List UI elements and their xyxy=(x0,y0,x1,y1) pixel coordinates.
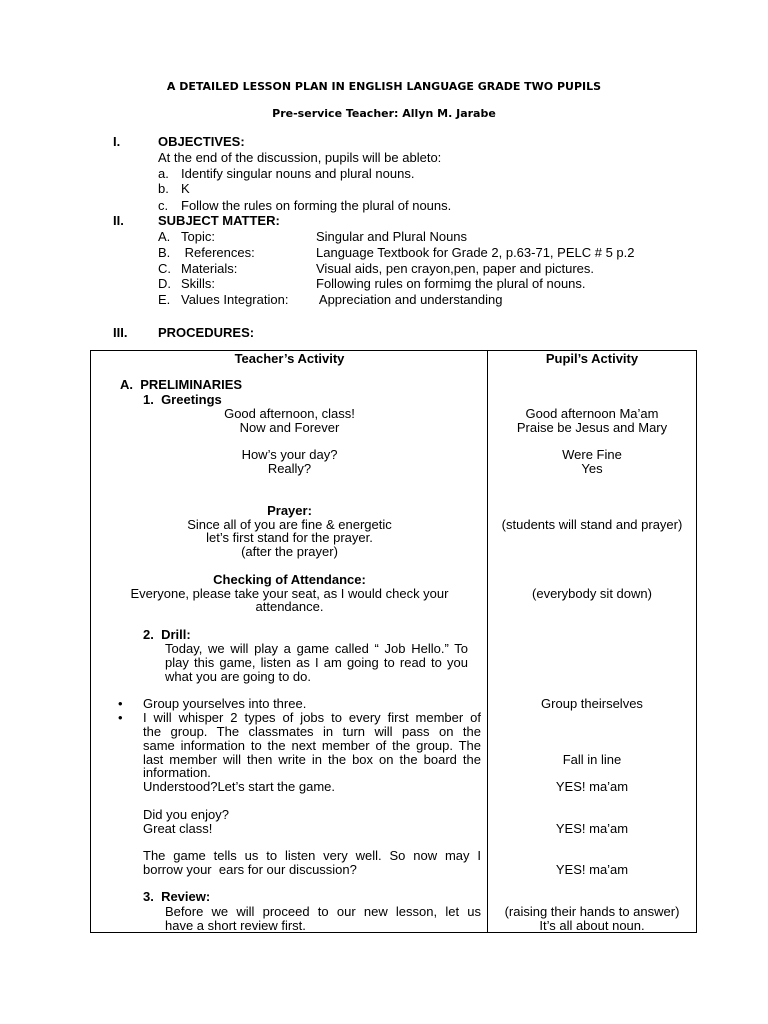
subject-value: Following rules on formimg the plural of nouns. xyxy=(316,276,586,291)
teacher-prayer: let’s first stand for the prayer. xyxy=(206,530,373,545)
teacher-attendance: Everyone, please take your seat, as I would check your xyxy=(130,586,449,601)
subject-value: Appreciation and understanding xyxy=(316,292,503,307)
attendance-heading: Checking of Attendance: xyxy=(213,572,366,587)
drill-instruction: last member will then write in the box on the board the xyxy=(143,752,481,767)
teacher-transition: The game tells us to listen very well. So now may I xyxy=(143,848,481,863)
drill-instruction: information. xyxy=(143,765,211,780)
subject-label: Values Integration: xyxy=(181,292,289,307)
objective-letter: c. xyxy=(158,198,169,213)
teacher-drill-text: Today, we will play a game called “ Job Hello.” To xyxy=(165,641,468,656)
teacher-prayer: (after the prayer) xyxy=(241,544,338,559)
pupil-yes: YES! ma’am xyxy=(555,779,629,794)
section-numeral-procedures: III. xyxy=(113,325,128,340)
subject-label: References: xyxy=(181,245,255,260)
pupil-fall-in-line: Fall in line xyxy=(562,752,622,767)
section-numeral-objectives: I. xyxy=(113,134,121,149)
teacher-review: have a short review first. xyxy=(165,918,306,933)
objective-letter: b. xyxy=(158,181,169,196)
drill-instruction: Group yourselves into three. xyxy=(143,696,307,711)
teacher-question: Really? xyxy=(267,461,312,476)
subject-letter: B. xyxy=(158,245,171,260)
objective-text: Follow the rules on forming the plural of nouns. xyxy=(181,198,452,213)
objectives-intro: At the end of the discussion, pupils will be ableto: xyxy=(158,150,442,165)
teacher-attendance: attendance. xyxy=(255,599,324,614)
objective-text: Identify singular nouns and plural nouns. xyxy=(181,166,415,181)
section-numeral-subject: II. xyxy=(113,213,124,228)
subject-letter: E. xyxy=(158,292,171,307)
teacher-review: Before we will proceed to our new lesson, let us xyxy=(165,904,481,919)
subject-letter: A. xyxy=(158,229,171,244)
pupil-greeting: Praise be Jesus and Mary xyxy=(516,420,668,435)
review-heading: 3. Review: xyxy=(143,889,211,904)
objectives-heading: OBJECTIVES: xyxy=(158,134,245,149)
teacher-greeting: Good afternoon, class! xyxy=(224,406,355,421)
teacher-question: How’s your day? xyxy=(241,447,338,462)
teacher-understood: Understood?Let’s start the game. xyxy=(143,779,335,794)
subject-label: Materials: xyxy=(181,261,238,276)
pupil-group: Group theirselves xyxy=(541,696,643,711)
teacher-prayer: Since all of you are fine & energetic xyxy=(187,517,392,532)
pupil-review: It’s all about noun. xyxy=(539,918,645,933)
teacher-activity-header: Teacher’s Activity xyxy=(234,351,345,366)
pupil-review: (raising their hands to answer) xyxy=(504,904,680,919)
teacher-name: Pre-service Teacher: Allyn M. Jarabe xyxy=(272,107,496,120)
pupil-response: Yes xyxy=(581,461,603,476)
subject-value: Singular and Plural Nouns xyxy=(316,229,468,244)
subject-letter: D. xyxy=(158,276,171,291)
objective-text: K xyxy=(181,181,190,196)
teacher-enjoy: Did you enjoy? xyxy=(143,807,229,822)
subject-value: Visual aids, pen crayon,pen, paper and pictures. xyxy=(316,261,594,276)
pupil-attendance: (everybody sit down) xyxy=(532,586,652,601)
drill-instruction: the group. The classmates in turn will pass on the xyxy=(143,724,481,739)
preliminaries-heading: A. PRELIMINARIES xyxy=(120,377,243,392)
teacher-enjoy: Great class! xyxy=(143,821,213,836)
drill-heading: 2. Drill: xyxy=(143,627,191,642)
prayer-heading: Prayer: xyxy=(267,503,312,518)
pupil-response: Were Fine xyxy=(562,447,622,462)
teacher-transition: borrow your ears for our discussion? xyxy=(143,862,357,877)
pupil-yes: YES! ma’am xyxy=(555,821,629,836)
bullet-icon: • xyxy=(118,696,123,711)
subject-label: Skills: xyxy=(181,276,215,291)
teacher-drill-text: what you are going to do. xyxy=(165,669,311,684)
subject-letter: C. xyxy=(158,261,171,276)
teacher-drill-text: play this game, listen as I am going to read to you xyxy=(165,655,468,670)
objective-letter: a. xyxy=(158,166,169,181)
drill-instruction: same information to the next member of the group. The xyxy=(143,738,481,753)
bullet-icon: • xyxy=(118,710,123,725)
pupil-yes: YES! ma’am xyxy=(555,862,629,877)
subject-matter-heading: SUBJECT MATTER: xyxy=(158,213,280,228)
subject-label: Topic: xyxy=(181,229,215,244)
pupil-greeting: Good afternoon Ma’am xyxy=(525,406,659,421)
subject-value: Language Textbook for Grade 2, p.63-71, PELC # 5 p.2 xyxy=(316,245,635,260)
table-column-divider xyxy=(487,350,488,933)
pupil-activity-header: Pupil’s Activity xyxy=(545,351,639,366)
procedures-heading: PROCEDURES: xyxy=(158,325,255,340)
document-title: A DETAILED LESSON PLAN IN ENGLISH LANGUAGE GRADE TWO PUPILS xyxy=(166,80,602,93)
teacher-greeting: Now and Forever xyxy=(239,420,340,435)
drill-instruction: I will whisper 2 types of jobs to every first member of xyxy=(143,710,481,725)
pupil-prayer: (students will stand and prayer) xyxy=(501,517,683,532)
greetings-heading: 1. Greetings xyxy=(143,392,222,407)
